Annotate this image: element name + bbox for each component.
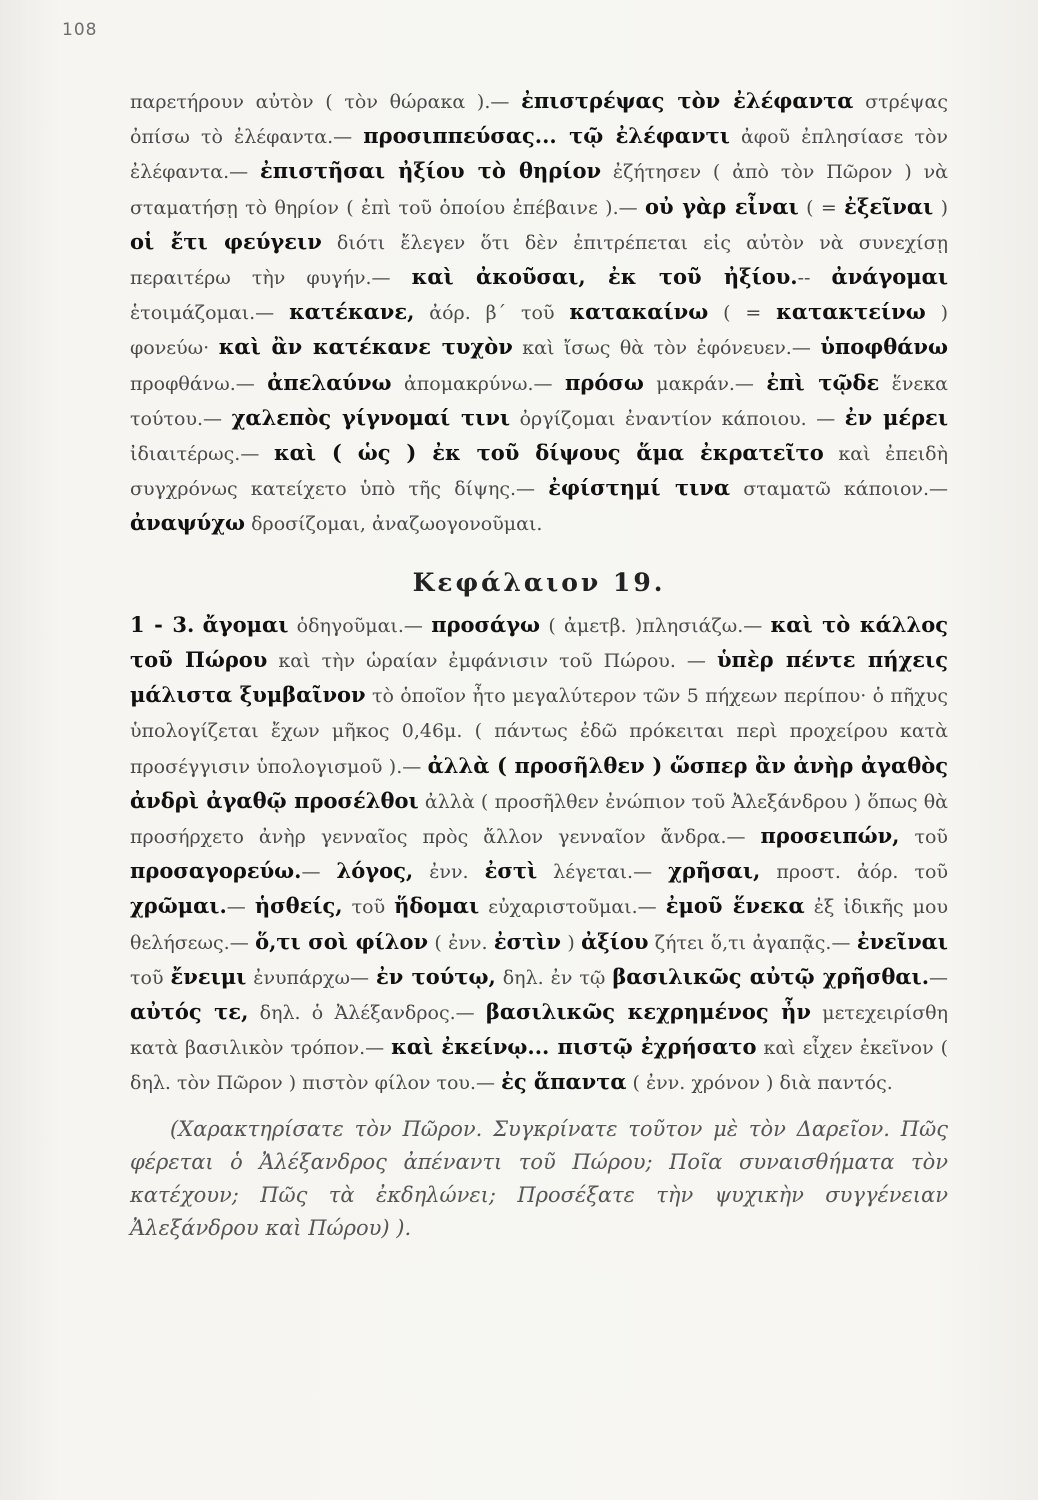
gloss-definition: -- — [797, 267, 832, 290]
gloss-definition: ( ἐνν. χρόνον ) διὰ παντός. — [626, 1072, 893, 1095]
gloss-definition: ἐνυπάρχω— — [246, 966, 377, 989]
headword: ἐφίστημί τινα — [548, 475, 731, 501]
headword: καὶ τὸ κάλλος τοῦ Πώρου — [130, 611, 948, 673]
chapter-heading: Κεφάλαιον 19. — [412, 567, 666, 597]
headword: ὑποφθάνω — [820, 334, 948, 360]
gloss-definition: ) — [560, 931, 582, 954]
headword: ἐν μέρει — [844, 404, 948, 430]
headword: προσειπών, — [760, 823, 900, 849]
gloss-definition: καὶ εἶχεν ἐκεῖνον ( δηλ. τὸν Πῶρον ) πιστὸν φίλον του.— — [130, 1037, 948, 1095]
gloss-definition: ( ἐνν. — [428, 931, 494, 954]
gloss-definition: ὀργίζομαι ἐναντίον κάποιου. — — [510, 407, 845, 430]
headword: ἥδομαι — [394, 893, 480, 919]
headword: ἡσθείς, — [254, 893, 343, 919]
headword: ἐμοῦ ἕνεκα — [665, 893, 805, 919]
gloss-definition: καὶ ἴσως θὰ τὸν ἐφόνευεν.— — [512, 337, 821, 360]
gloss-definition: ὁδηγοῦμαι.— — [288, 614, 432, 637]
headword: πρόσω — [565, 369, 644, 395]
headword: προσαγορεύω. — [130, 858, 302, 884]
gloss-definition: ( = — [798, 196, 845, 219]
headword: χρῶμαι. — [130, 893, 227, 919]
headword: 1 - 3. — [130, 611, 195, 637]
headword: ἐπιστρέψας τὸν ἐλέφαντα — [521, 88, 854, 113]
headword: ἐν τούτῳ, — [376, 963, 496, 989]
gloss-definition: — — [226, 896, 255, 919]
gloss-definition: τοῦ — [899, 826, 948, 849]
headword: αὐτός τε, — [130, 999, 249, 1025]
gloss-definition: εὐχαριστοῦμαι.— — [479, 896, 666, 919]
headword: ἐξεῖναι — [844, 193, 934, 219]
gloss-definition: ἐνν. — [413, 861, 485, 884]
gloss-definition: μακράν.— — [643, 372, 767, 395]
headword: κατακτείνω — [776, 299, 926, 325]
gloss-definition: τοῦ — [342, 896, 395, 919]
gloss-definition: ἀόρ. β΄ τοῦ — [414, 302, 570, 325]
headword: ἐπὶ τῷδε — [766, 369, 880, 395]
headword: οὐ γὰρ εἶναι — [645, 193, 799, 219]
gloss-definition: — — [301, 861, 337, 884]
gloss-definition: ( = — [708, 302, 777, 325]
gloss-definition: διότι ἔλεγεν ὅτι δὲν ἐπιτρέπεται εἰς αὐτὸν νὰ συνεχίσῃ περαιτέρω τὴν φυγήν.— — [130, 231, 948, 290]
headword: ὅ,τι σοὶ φίλον — [255, 928, 429, 954]
headword: καὶ ἂν κατέκανε τυχὸν — [218, 334, 513, 360]
headword: κατέκανε, — [289, 299, 415, 325]
gloss-definition: λέγεται.— — [537, 861, 669, 884]
headword: ἀνάγομαι — [831, 264, 949, 290]
headword: ἀλλὰ ( προσῆλθεν ) ὥσπερ ἂν ἀνὴρ ἀγαθὸς ἀνδρὶ ἀγαθῷ προσέλθοι — [130, 752, 948, 813]
gloss-definition: ἀπομακρύνω.— — [391, 372, 565, 395]
headword: καὶ ἀκοῦσαι, ἐκ τοῦ ἠξίου. — [411, 264, 798, 290]
commentary-paragraph-2 — [130, 608, 948, 1101]
headword: ὑπὲρ πέντε πήχεις μάλιστα ξυμβαῖνον — [130, 647, 948, 708]
page-body — [130, 84, 948, 1266]
gloss-definition: δροσίζομαι, ἀναζωογονοῦμαι. — [245, 513, 543, 536]
gloss-definition: τὸ ὁποῖον ἦτο μεγαλύτερον τῶν 5 πήχεων περίπου· ὁ πῆχυς ὑπολογίζεται ἔχων μῆκος 0,46μ. ( πάντως ἐδῶ πρόκειται περὶ προχείρου κατὰ προσέγγισιν ὑπολογισμοῦ ).— — [130, 685, 948, 778]
headword: ἀναψύχω — [130, 510, 246, 536]
gloss-definition: ) — [933, 196, 948, 219]
gloss-definition: ἀφοῦ ἐπλησίασε τὸν ἐλέφαντα.— — [130, 126, 948, 184]
gloss-definition: μετεχειρίσθη κατὰ βασιλικὸν τρόπον.— — [130, 1002, 949, 1060]
gloss-definition: ( ἀμετβ. )πλησιάζω.— — [540, 614, 771, 637]
gloss-definition — [194, 615, 202, 637]
study-questions: (Χαρακτηρίσατε τὸν Πῶρον. Συγκρίνατε τοῦτον μὲ τὸν Δαρεῖον. Πῶς φέρεται ὁ Ἀλέξανδρος ἀπέναντι τοῦ Πώρου; Ποῖα συναισθήματα τὸν κατέχουν; Πῶς τὰ ἐκδηλώνει; Προσέξατε τὴν ψυχικὴν συγγένειαν Ἀλεξάνδρου καὶ Πώρου) ). — [130, 1116, 948, 1240]
headword: λόγος, — [336, 858, 414, 884]
gloss-definition: ζήτει ὅ,τι ἀγαπᾷς.— — [648, 931, 857, 954]
gloss-definition: τοῦ — [130, 966, 171, 989]
gloss-definition: — — [929, 966, 949, 989]
gloss-definition: δηλ. ὁ Ἀλέξανδρος.— — [248, 1002, 486, 1025]
gloss-definition: προφθάνω.— — [130, 372, 268, 395]
headword: οἱ ἔτι φεύγειν — [130, 228, 322, 254]
headword: χαλεπὸς γίγνομαί τινι — [231, 404, 511, 430]
gloss-definition: καὶ τὴν ὡραίαν ἐμφάνισιν τοῦ Πώρου. — — [267, 650, 717, 673]
gloss-definition: ἐξ ἰδικῆς μου θελήσεως.— — [130, 896, 949, 954]
headword: ἐστὶν — [493, 928, 561, 954]
gloss-definition: παρετήρουν αὐτὸν ( τὸν θώρακα ).— — [130, 91, 522, 113]
headword: ἐστὶ — [484, 858, 538, 884]
headword: ἐνεῖναι — [856, 928, 948, 954]
headword: ἔνειμι — [170, 963, 247, 989]
gloss-definition: ἀλλὰ ( προσῆλθεν ἐνώπιον τοῦ Ἀλεξάνδρου ) ὅπως θὰ προσήρχετο ἀνὴρ γενναῖος πρὸς ἄλλον γενναῖον ἄνδρα.— — [130, 790, 949, 849]
headword: καὶ ( ὡς ) ἐκ τοῦ δίψους ἅμα ἐκρατεῖτο — [273, 440, 824, 466]
headword: ἀπελαύνω — [267, 369, 392, 395]
gloss-definition: δηλ. ἐν τῷ — [495, 966, 613, 989]
gloss-definition: στρέψας ὀπίσω τὸ ἐλέφαντα.— — [130, 91, 949, 149]
headword: βασιλικῶς κεχρημένος ἦν — [485, 999, 811, 1025]
headword: προσάγω — [431, 611, 541, 637]
gloss-definition: ἰδιαιτέρως.— — [130, 443, 274, 466]
headword: χρῆσαι, — [668, 858, 761, 884]
gloss-definition: ἕνεκα τούτου.— — [130, 372, 948, 430]
headword: ἄγομαι — [202, 611, 289, 637]
gloss-definition: ἐζήτησεν ( ἀπὸ τὸν Πῶρον ) νὰ σταματήσῃ τὸ θηρίον ( ἐπὶ τοῦ ὁποίου ἐπέβαινε ).— — [130, 161, 948, 219]
commentary-paragraph-1 — [130, 84, 948, 542]
headword: κατακαίνω — [569, 299, 709, 325]
headword: ἐπιστῆσαι ἠξίου τὸ θηρίον — [260, 158, 602, 184]
gloss-definition: ἑτοιμάζομαι.— — [130, 302, 290, 325]
headword: ἐς ἅπαντα — [501, 1069, 627, 1095]
headword: βασιλικῶς αὐτῷ χρῆσθαι. — [612, 963, 930, 989]
page-number: 108 — [62, 20, 98, 40]
gloss-definition: σταματῶ κάποιον.— — [730, 478, 948, 501]
gloss-definition: προστ. ἀόρ. τοῦ — [760, 861, 948, 884]
headword: προσιππεύσας... τῷ ἐλέφαντι — [363, 123, 730, 149]
headword: ἀξίου — [581, 928, 649, 954]
headword: καὶ ἐκείνῳ... πιστῷ ἐχρήσατο — [391, 1034, 757, 1060]
gloss-definition: ) φονεύω· — [130, 302, 949, 360]
gloss-definition: καὶ ἐπειδὴ συγχρόνως κατείχετο ὑπὸ τῆς δίψης.— — [130, 443, 948, 501]
